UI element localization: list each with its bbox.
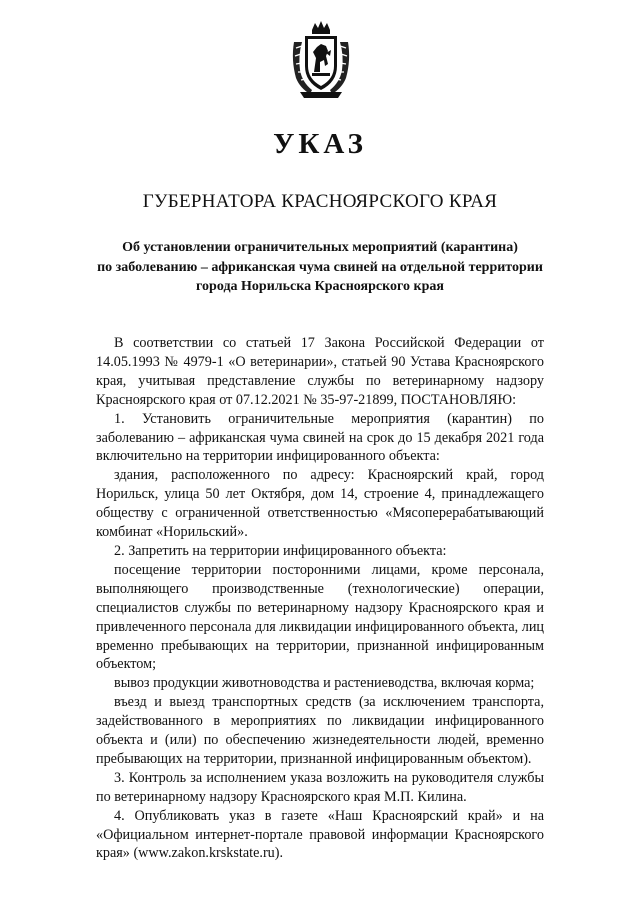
clause-3-paragraph: 3. Контроль за исполнением указа возложить на руководителя службы по ветеринарному надзору Красноярского края М.П. Килина.: [96, 769, 544, 805]
decree-body: [96, 334, 544, 863]
clause-2-paragraph: 2. Запретить на территории инфицированного объекта:: [114, 542, 447, 559]
document-title: УКАЗ: [273, 128, 367, 160]
clause-4-paragraph: 4. Опубликовать указ в газете «Наш Красноярский край» и на «Официальном интернет-портале правовой информации Красноярского края» (www.zakon.krskstate.ru).: [96, 807, 544, 862]
clause-2-item-paragraph: посещение территории посторонними лицами, кроме персонала, выполняющего производственные (технологические) операции, специалистов службы по ветеринарному надзору Красноярского края и привлеченного персонала для ликвидации инфицированного объекта, лиц временно пребывающих на территории, признанной инфицированным объектом;: [96, 561, 544, 673]
heading-line: по заболеванию – африканская чума свиней на отдельной территории: [97, 259, 543, 275]
clause-1-object-paragraph: здания, расположенного по адресу: Красноярский край, город Норильск, улица 50 лет Октября, дом 14, строение 4, принадлежащего обществу с ограниченной ответственностью «Мясоперерабатывающий комбинат «Норильский».: [96, 467, 544, 541]
decree-heading: [80, 238, 560, 297]
clause-2-item-paragraph: въезд и выезд транспортных средств (за исключением транспорта, задействованного в мероприятиях по ликвидации инфицированного объекта и (или) по обеспечению жизнедеятельности людей, временно пребывающих на территории, признанной инфицированным объектом).: [96, 694, 544, 767]
clause-2-item-paragraph: вывоз продукции животноводства и растениеводства, включая корма;: [114, 675, 535, 692]
heading-line: Об установлении ограничительных мероприятий (карантина): [122, 240, 518, 255]
document-subtitle: ГУБЕРНАТОРА КРАСНОЯРСКОГО КРАЯ: [142, 191, 498, 212]
preamble-paragraph: В соответствии со статьей 17 Закона Российской Федерации от 14.05.1993 № 4979-1 «О ветеринарии», статьей 90 Устава Красноярского края, учитывая представление службы по ветеринарному надзору Красноярского края от 07.12.2021 № 35-97-21899, ПОСТАНОВЛЯЮ:: [96, 335, 544, 408]
heading-line: города Норильска Красноярского края: [196, 279, 444, 294]
clause-1-paragraph: 1. Установить ограничительные мероприятия (карантин) по заболеванию – африканская чума свиней на срок до 15 декабря 2021 года включительно на территории инфицированного объекта:: [96, 410, 544, 465]
coat-of-arms-icon: [290, 20, 352, 100]
